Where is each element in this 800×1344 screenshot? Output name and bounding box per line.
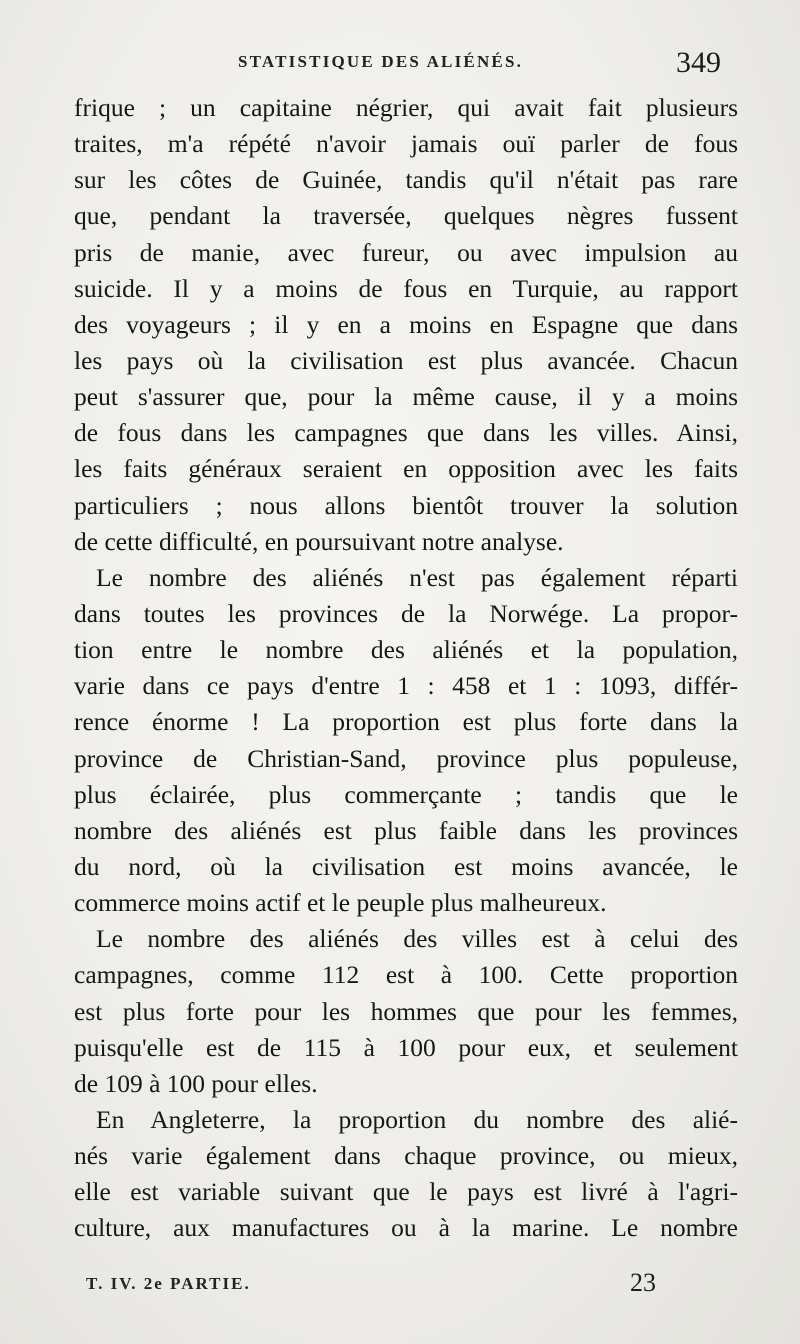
text-line: varie dans ce pays d'entre 1 : 458 et 1 : 1093, différ- <box>74 671 738 701</box>
gathering-number: 23 <box>630 1268 656 1297</box>
text-line: du nord, où la civilisation est moins avancée, le <box>74 851 738 881</box>
text-line: dans toutes les provinces de la Norwége. La propor- <box>74 598 738 628</box>
text-line: campagnes, comme 112 est à 100. Cette proportion <box>74 960 738 990</box>
running-head <box>0 46 800 86</box>
text-line: tion entre le nombre des aliénés et la population, <box>74 635 738 665</box>
text-line: peut s'assurer que, pour la même cause, il y a moins <box>74 382 738 412</box>
text-line: les pays où la civilisation est plus avancée. Chacun <box>74 345 738 375</box>
text-line: province de Christian-Sand, province plus populeuse, <box>74 743 738 773</box>
text-line: puisqu'elle est de 115 à 100 pour eux, et seulement <box>74 1032 738 1062</box>
text-line: frique ; un capitaine négrier, qui avait fait plusieurs <box>74 93 738 122</box>
text-line: rence énorme ! La proportion est plus forte dans la <box>74 707 738 737</box>
text-line: des voyageurs ; il y en a moins en Espagne que dans <box>74 309 738 339</box>
text-line: nés varie également dans chaque province, ou mieux, <box>74 1141 738 1171</box>
paragraph-start-line: Le nombre des aliénés des villes est à celui des <box>96 924 738 954</box>
paragraph-start-line: Le nombre des aliénés n'est pas également réparti <box>96 562 738 592</box>
text-line: de cette difficulté, en poursuivant notre analyse. <box>74 526 564 556</box>
text-line: sur les côtes de Guinée, tandis qu'il n'était pas rare <box>74 165 738 195</box>
running-title: STATISTIQUE DES ALIÉNÉS. <box>238 52 524 71</box>
text-line: nombre des aliénés est plus faible dans les provinces <box>74 815 738 845</box>
text-line: suicide. Il y a moins de fous en Turquie, au rapport <box>74 273 738 303</box>
text-line: commerce moins actif et le peuple plus malheureux. <box>74 888 607 918</box>
page-number: 349 <box>676 46 721 79</box>
page-footer <box>0 1268 800 1308</box>
text-line: est plus forte pour les hommes que pour les femmes, <box>74 996 738 1026</box>
body-text <box>74 90 738 1247</box>
text-line: de 109 à 100 pour elles. <box>74 1068 318 1098</box>
text-line: elle est variable suivant que le pays est livré à l'agri- <box>74 1177 738 1207</box>
paragraph-start-line: En Angleterre, la proportion du nombre des alié- <box>96 1104 738 1134</box>
text-line: les faits généraux seraient en opposition avec les faits <box>74 454 738 484</box>
text-line: de fous dans les campagnes que dans les villes. Ainsi, <box>74 418 738 448</box>
text-line: particuliers ; nous allons bientôt trouver la solution <box>74 490 738 520</box>
text-line: traites, m'a répété n'avoir jamais ouï parler de fous <box>74 129 738 159</box>
text-line: plus éclairée, plus commerçante ; tandis que le <box>74 779 738 809</box>
text-line: que, pendant la traversée, quelques nègres fussent <box>74 201 738 231</box>
text-line: culture, aux manufactures ou à la marine. Le nombre <box>74 1213 738 1243</box>
signature-mark: T. IV. 2e PARTIE. <box>86 1274 251 1293</box>
text-line: pris de manie, avec fureur, ou avec impulsion au <box>74 237 738 267</box>
